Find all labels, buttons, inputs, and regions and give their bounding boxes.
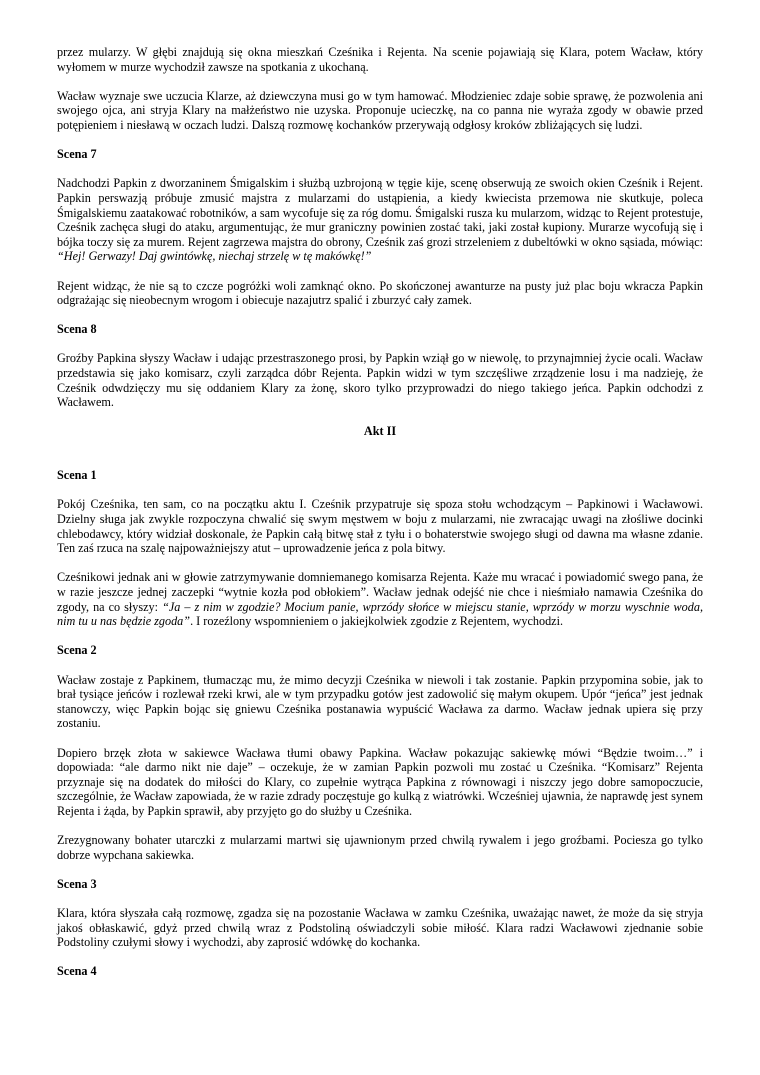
act-heading: Akt II bbox=[363, 424, 397, 439]
paragraph: przez mularzy. W głębi znajdują się okna mieszkań Cześnika i Rejenta. Na scenie pojawiają się Klara, potem Wacław, który wyłomem w murze wychodził zawsze na spotkania z ukochaną. bbox=[57, 45, 703, 74]
paragraph: Wacław zostaje z Papkinem, tłumacząc mu, że mimo decyzji Cześnika w niewoli i tak zostanie. Papkin przypomina sobie, jak to brał tysiące jeńców i rozlewał rzeki krwi, ale w tym przypadku gotów jest zadowolić się małym okupem. Upór “jeńca” jest jednak stanowczy, więc Papkin bojąc się gniewu Cześnika postanawia wypuścić Wacława za darmo. Wacław jednak upiera się przy zostaniu. bbox=[57, 672, 703, 731]
paragraph: Dopiero brzęk złota w sakiewce Wacława tłumi obawy Papkina. Wacław pokazując sakiewkę mówi “Będzie twoim…” i dopowiada: “ale darmo nikt nie daje” – oczekuje, że w zamian Papkin pozwoli mu zostać u Cześnika. “Komisarz” Rejenta przyznaje się na dodatek do miłości do Klary, co zupełnie wytrąca Papkina z równowagi i niszczy jego dobre samopoczucie, szczególnie, że Wacław zapowiada, że w razie zdrady poczęstuje go kulką z wiatrówki. Wcześniej ujawnia, że naprawdę jest synem Rejenta i żąda, by Papkin sprawił, aby przyjęto go do służby u Cześnika. bbox=[57, 745, 703, 818]
scene-heading: Scena 8 bbox=[57, 322, 97, 337]
paragraph-text: Cześnikowi jednak ani w głowie zatrzymywanie domniemanego komisarza Rejenta. Każe mu wracać i powiadomić swego pana, że w razie jeszcze jednej zaczepki “wytnie kozła pod obłokiem”. Wacław jednak odejść nie chce i nieśmiało namawia Cześnika do zgody, na co słyszy: bbox=[57, 570, 703, 614]
scene-heading: Scena 4 bbox=[57, 964, 97, 979]
paragraph-text: . I rozeźlony wspomnieniem o jakiejkolwiek zgodzie z Rejentem, wychodzi. bbox=[190, 614, 564, 629]
paragraph bbox=[57, 176, 703, 264]
quote: “Hej! Gerwazy! Daj gwintówkę, niechaj strzelę w tę makówkę!” bbox=[57, 249, 372, 264]
scene-heading: Scena 2 bbox=[57, 643, 97, 658]
paragraph: Pokój Cześnika, ten sam, co na początku aktu I. Cześnik przypatruje się spoza stołu wchodzącym – Papkinowi i Wacławowi. Dzielny sługa jak zwykle rozpoczyna chwalić się swym męstwem w boju z mularzami, nie zwracając uwagi na złośliwe docinki chlebodawcy, który widział doskonale, że Papkin całą bitwę stał z tyłu i o bohaterstwie swojego sługi od dawna ma własne zdanie. Ten zaś rzuca na szalę najpoważniejszy atut – uprowadzenie jeńca z pola bitwy. bbox=[57, 497, 703, 556]
paragraph: Klara, która słyszała całą rozmowę, zgadza się na pozostanie Wacława w zamku Cześnika, uważając nawet, że może da się stryja jakoś obłaskawić, gdyż przed chwilą wraz z Podstoliną oświadczyli sobie miłość. Klara radzi Wacławowi zjednanie sobie Podstoliny czułymi słowy i wychodzi, aby zaprosić wdówkę do kochanka. bbox=[57, 906, 703, 950]
scene-heading: Scena 7 bbox=[57, 147, 97, 162]
quote: “Ja – z nim w zgodzie? Mocium panie, wprzódy słońce w miejscu stanie, wprzódy w morzu wyschnie woda, nim tu u nas będzie zgoda” bbox=[57, 599, 703, 629]
spacer bbox=[57, 454, 703, 469]
paragraph bbox=[57, 570, 703, 628]
paragraph: Rejent widząc, że nie są to czcze pogróżki woli zamknąć okno. Po skończonej awanturze na pusty już plac boju wkracza Papkin odgrażając się nieobecnym wrogom i obiecuje nazajutrz spalić i zburzyć cały zamek. bbox=[57, 278, 703, 308]
scene-heading: Scena 3 bbox=[57, 876, 97, 891]
paragraph-text: Nadchodzi Papkin z dworzaninem Śmigalskim i służbą uzbrojoną w tęgie kije, scenę obserwują ze swoich okien Cześnik i Rejent. Papkin perswazją próbuje zmusić majstra z mularzami do ustąpienia, a kiedy kwiecista przemowa nie skutkuje, poleca Śmigalskiemu zaatakować robotników, a sam wycofuje się za róg domu. Śmigalski rusza ku mularzom, widząc to Rejent protestuje, Cześnik zachęca sługi do ataku, argumentując, że mur graniczny powinien zostać taki, jaki został kupiony. Murarze wycofują się i bójka toczy się za murem. Rejent zagrzewa majstra do obrony, Cześnik zaś grozi strzeleniem z dubeltówki w okno sąsiada, mówiąc: bbox=[57, 176, 703, 249]
paragraph: Groźby Papkina słyszy Wacław i udając przestraszonego prosi, by Papkin wziął go w niewolę, to przynajmniej życie ocali. Wacław przedstawia się jako komisarz, czyli zarządca dóbr Rejenta. Papkin widzi w tym szczęśliwe zrządzenie losu i ma nadzieję, że Cześnik odwdzięczy mu się oddaniem Klary za żonę, skoro tylko przyprowadzi do niego takiego jeńca. Papkin odchodzi z Wacławem. bbox=[57, 351, 703, 410]
paragraph: Wacław wyznaje swe uczucia Klarze, aż dziewczyna musi go w tym hamować. Młodzieniec zdaje sobie sprawę, że pozwolenia ani swojego ojca, ani stryja Klary na małżeństwo nie uzyska. Proponuje ucieczkę, na co panna nie wyraża zgody w obawie przed potępieniem i niesławą w oczach ludzi. Dalszą rozmowę kochanków przerywają odgłosy kroków zbliżających się ludzi. bbox=[57, 88, 703, 132]
scene-heading: Scena 1 bbox=[57, 468, 97, 483]
paragraph: Zrezygnowany bohater utarczki z mularzami martwi się ujawnionym przed chwilą rywalem i jego groźbami. Pociesza go tylko dobrze wypchana sakiewka. bbox=[57, 833, 703, 862]
